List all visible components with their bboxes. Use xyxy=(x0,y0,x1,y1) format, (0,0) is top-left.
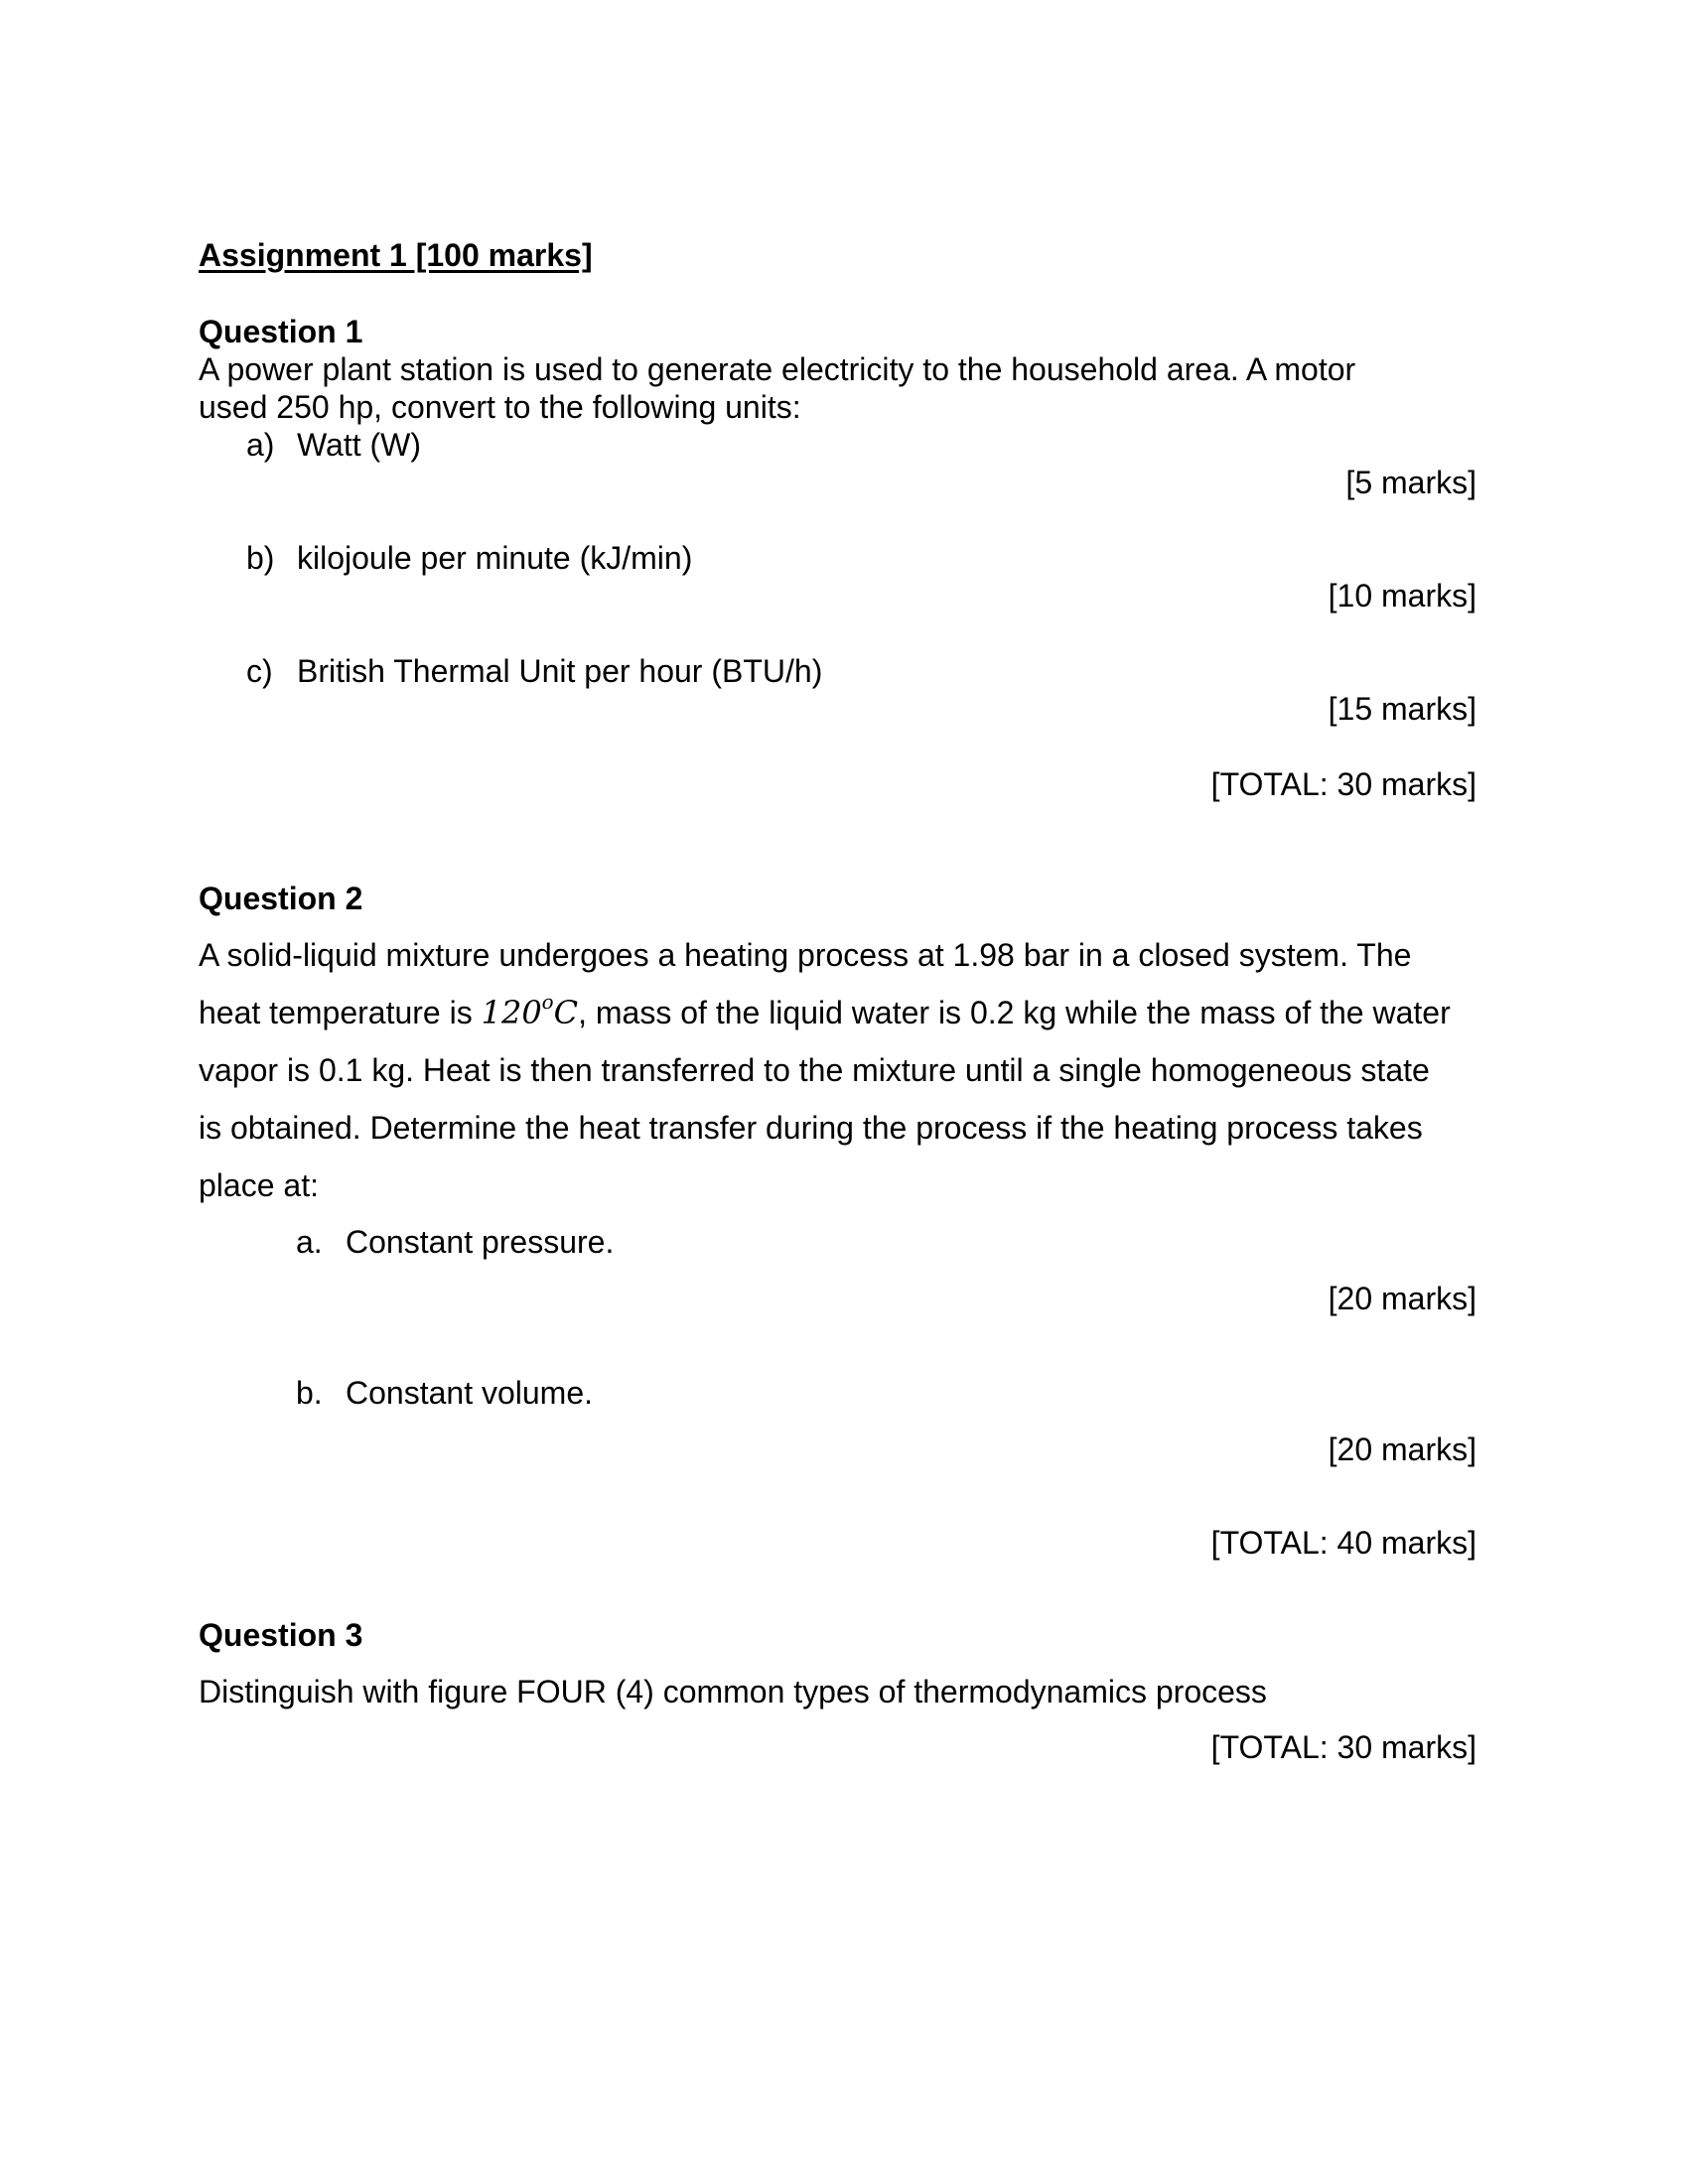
q2-part-b-text: Constant volume. xyxy=(346,1375,594,1411)
q2-line-2-prefix: heat temperature is xyxy=(199,995,482,1030)
q3-total-marks: [TOTAL: 30 marks] xyxy=(1210,1729,1477,1765)
temperature-unit: C xyxy=(553,994,579,1031)
q2-part-b-marks: [20 marks] xyxy=(1328,1432,1477,1467)
q2-part-a-label: a. xyxy=(296,1224,323,1260)
q1-part-b-text: kilojoule per minute (kJ/min) xyxy=(297,540,693,576)
question-2-line-5: place at: xyxy=(199,1167,319,1203)
q1-part-c-marks: [15 marks] xyxy=(1328,691,1477,727)
q1-part-a-marks: [5 marks] xyxy=(1345,465,1477,500)
q1-part-a-label: a) xyxy=(246,427,275,463)
q2-line-2-suffix: , mass of the liquid water is 0.2 kg while the mass of the water xyxy=(578,995,1451,1030)
q2-total-marks: [TOTAL: 40 marks] xyxy=(1210,1525,1477,1561)
question-2-line-1: A solid-liquid mixture undergoes a heating process at 1.98 bar in a closed system. The xyxy=(199,937,1412,973)
question-1-intro-line-2: used 250 hp, convert to the following units: xyxy=(199,389,801,425)
q1-total-marks: [TOTAL: 30 marks] xyxy=(1210,766,1477,802)
q1-part-b-marks: [10 marks] xyxy=(1328,578,1477,614)
degree-symbol: o xyxy=(541,991,554,1015)
question-3-text: Distinguish with figure FOUR (4) common types of thermodynamics process xyxy=(199,1674,1267,1709)
question-1-intro-line-1: A power plant station is used to generate electricity to the household area. A motor xyxy=(199,351,1356,387)
temperature-value xyxy=(481,991,579,1031)
question-2-line-4: is obtained. Determine the heat transfer during the process if the heating process takes xyxy=(199,1110,1423,1146)
assignment-title: Assignment 1 [100 marks] xyxy=(199,237,593,273)
question-2-line-3: vapor is 0.1 kg. Heat is then transferred to the mixture until a single homogeneous state xyxy=(199,1052,1430,1088)
question-2-heading: Question 2 xyxy=(199,881,363,916)
temperature-number: 120 xyxy=(481,994,542,1031)
question-3-heading: Question 3 xyxy=(199,1617,363,1653)
q1-part-c-label: c) xyxy=(246,653,273,689)
q2-part-b-label: b. xyxy=(296,1375,323,1411)
q2-part-a-text: Constant pressure. xyxy=(346,1224,615,1260)
q1-part-c-text: British Thermal Unit per hour (BTU/h) xyxy=(297,653,823,689)
question-2-line-2 xyxy=(199,991,1451,1031)
q1-part-a-text: Watt (W) xyxy=(297,427,421,463)
q2-part-a-marks: [20 marks] xyxy=(1328,1281,1477,1316)
q1-part-b-label: b) xyxy=(246,540,275,576)
question-1-heading: Question 1 xyxy=(199,314,363,349)
